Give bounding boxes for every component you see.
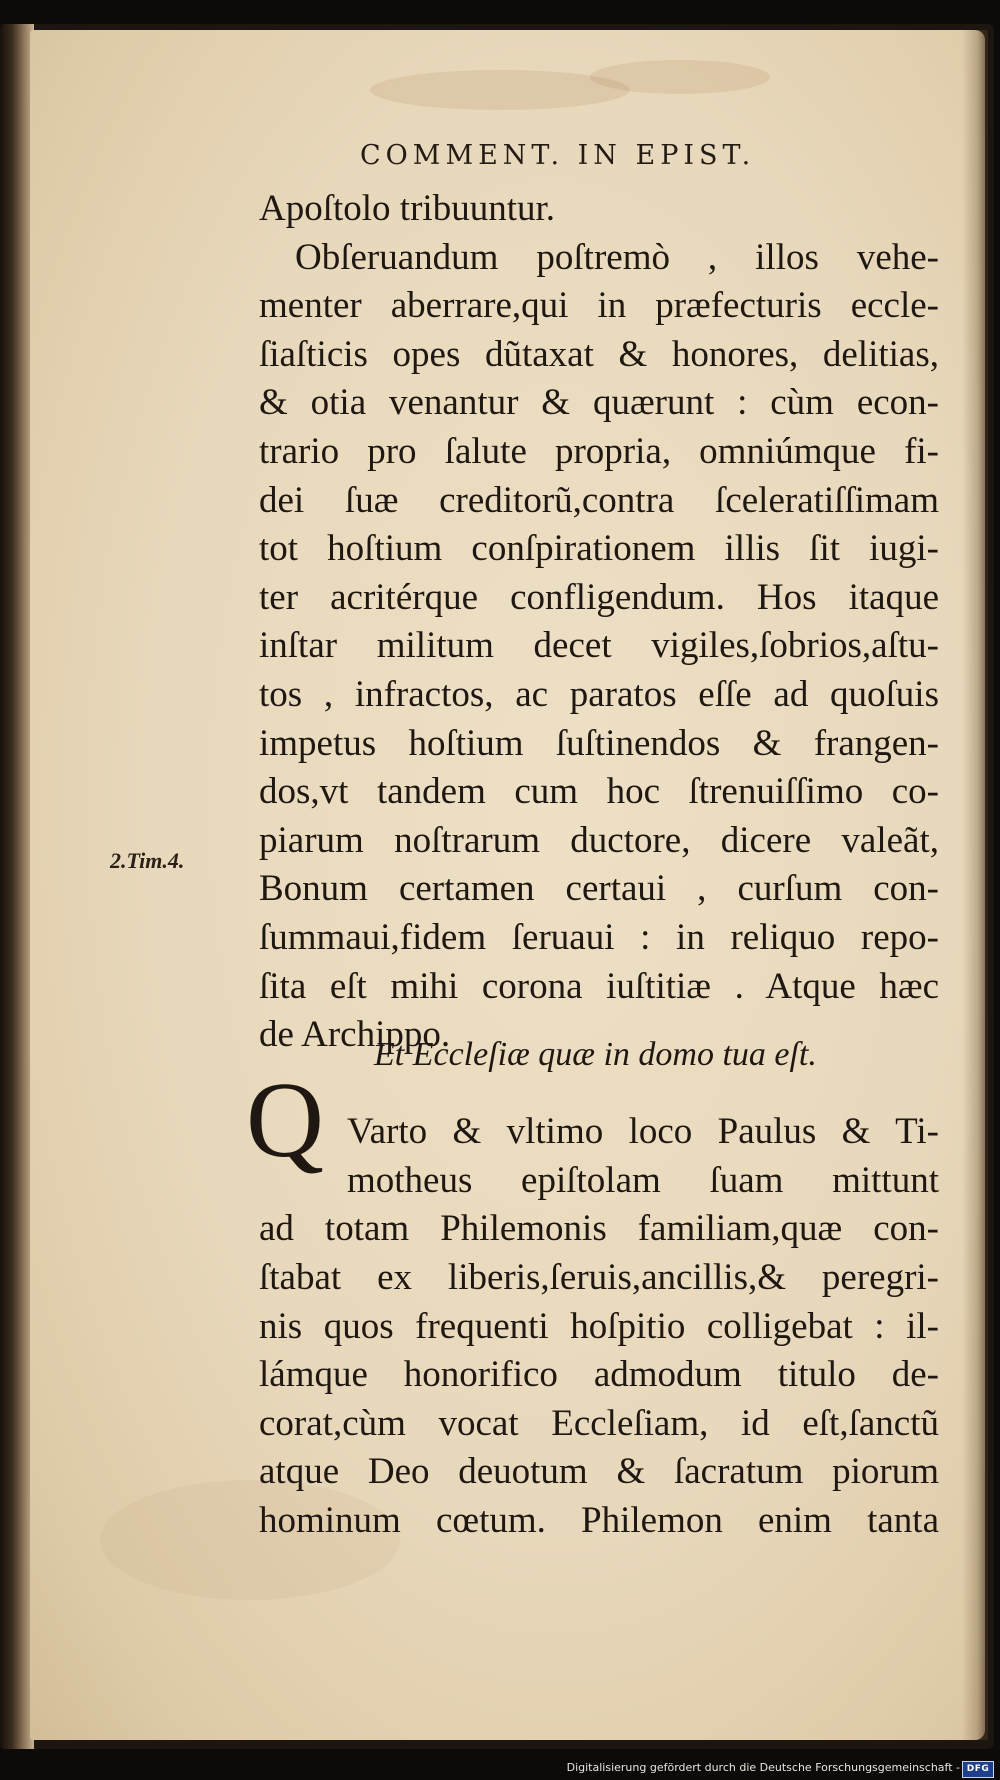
text-line: dei ſuæ creditorũ,contra ſceleratiſſimam xyxy=(259,479,939,521)
text-line: de Archippo. xyxy=(259,1014,451,1056)
text-line: Varto & vltimo loco Paulus & Ti- xyxy=(347,1111,939,1153)
text-line: tos , infractos, ac paratos eſſe ad quoſuis xyxy=(259,673,939,715)
text-line: tot hoſtium conſpirationem illis ſit iugi- xyxy=(259,528,939,570)
text-line: inſtar militum decet vigiles,ſobrios,aſtu- xyxy=(259,625,939,667)
text-line: trario pro ſalute propria, omniúmque fi- xyxy=(259,430,939,472)
text-line: Bonum certamen certaui , curſum con- xyxy=(259,868,939,910)
body-text xyxy=(259,185,939,1546)
funding-credit-text: Digitalisierung gefördert durch die Deutsche Forschungsgemeinschaft - xyxy=(566,1761,960,1774)
text-line: ſtabat ex liberis,ſeruis,ancillis,& peregri- xyxy=(259,1257,939,1299)
digitization-footer xyxy=(0,1758,1000,1780)
running-header: COMMENT. IN EPIST. xyxy=(360,140,756,171)
paper-stain xyxy=(590,60,770,94)
margin-reference-note: 2.Tim.4. xyxy=(110,848,185,873)
text-line: corat,cùm vocat Eccleſiam, id eſt,ſanctũ xyxy=(259,1402,939,1444)
text-line: ter acritérque confligendum. Hos itaque xyxy=(259,576,939,618)
text-line: impetus hoſtium ſuſtinendos & frangen- xyxy=(259,722,939,764)
page-edge-shadow xyxy=(962,30,988,1740)
text-line: dos,vt tandem cum hoc ſtrenuiſſimo co- xyxy=(259,771,939,813)
book-binding-edge xyxy=(0,24,34,1749)
text-line: & otia venantur & quærunt : cùm econ- xyxy=(259,382,939,424)
dfg-logo: DFG xyxy=(962,1761,994,1778)
text-line: ad totam Philemonis familiam,quæ con- xyxy=(259,1208,939,1250)
text-line: nis quos frequenti hoſpitio colligebat : il- xyxy=(259,1305,939,1347)
section-heading: Et Eccleſiæ quæ in domo tua eſt. xyxy=(374,1036,817,1073)
text-line: Apoſtolo tribuuntur. xyxy=(259,188,555,229)
text-line: ſiaſticis opes dũtaxat & honores, delitias, xyxy=(259,333,939,375)
text-line: Obſeruandum poſtremò , illos vehe- xyxy=(295,236,939,278)
text-line: piarum noſtrarum ductore, dicere valeãt, xyxy=(259,819,939,861)
text-line: motheus epiſtolam ſuam mittunt xyxy=(347,1159,939,1201)
text-line: atque Deo deuotum & ſacratum piorum xyxy=(259,1451,939,1493)
drop-cap-initial: Q xyxy=(246,1061,324,1180)
text-line: ſita eſt mihi corona iuſtitiæ . Atque hæc xyxy=(259,965,939,1007)
text-line: hominum cœtum. Philemon enim tanta xyxy=(259,1500,939,1542)
text-line: menter aberrare,qui in præfecturis eccle- xyxy=(259,285,939,327)
text-line: ſummaui,fidem ſeruaui : in reliquo repo- xyxy=(259,916,939,958)
text-line: lámque honorifico admodum titulo de- xyxy=(259,1354,939,1396)
